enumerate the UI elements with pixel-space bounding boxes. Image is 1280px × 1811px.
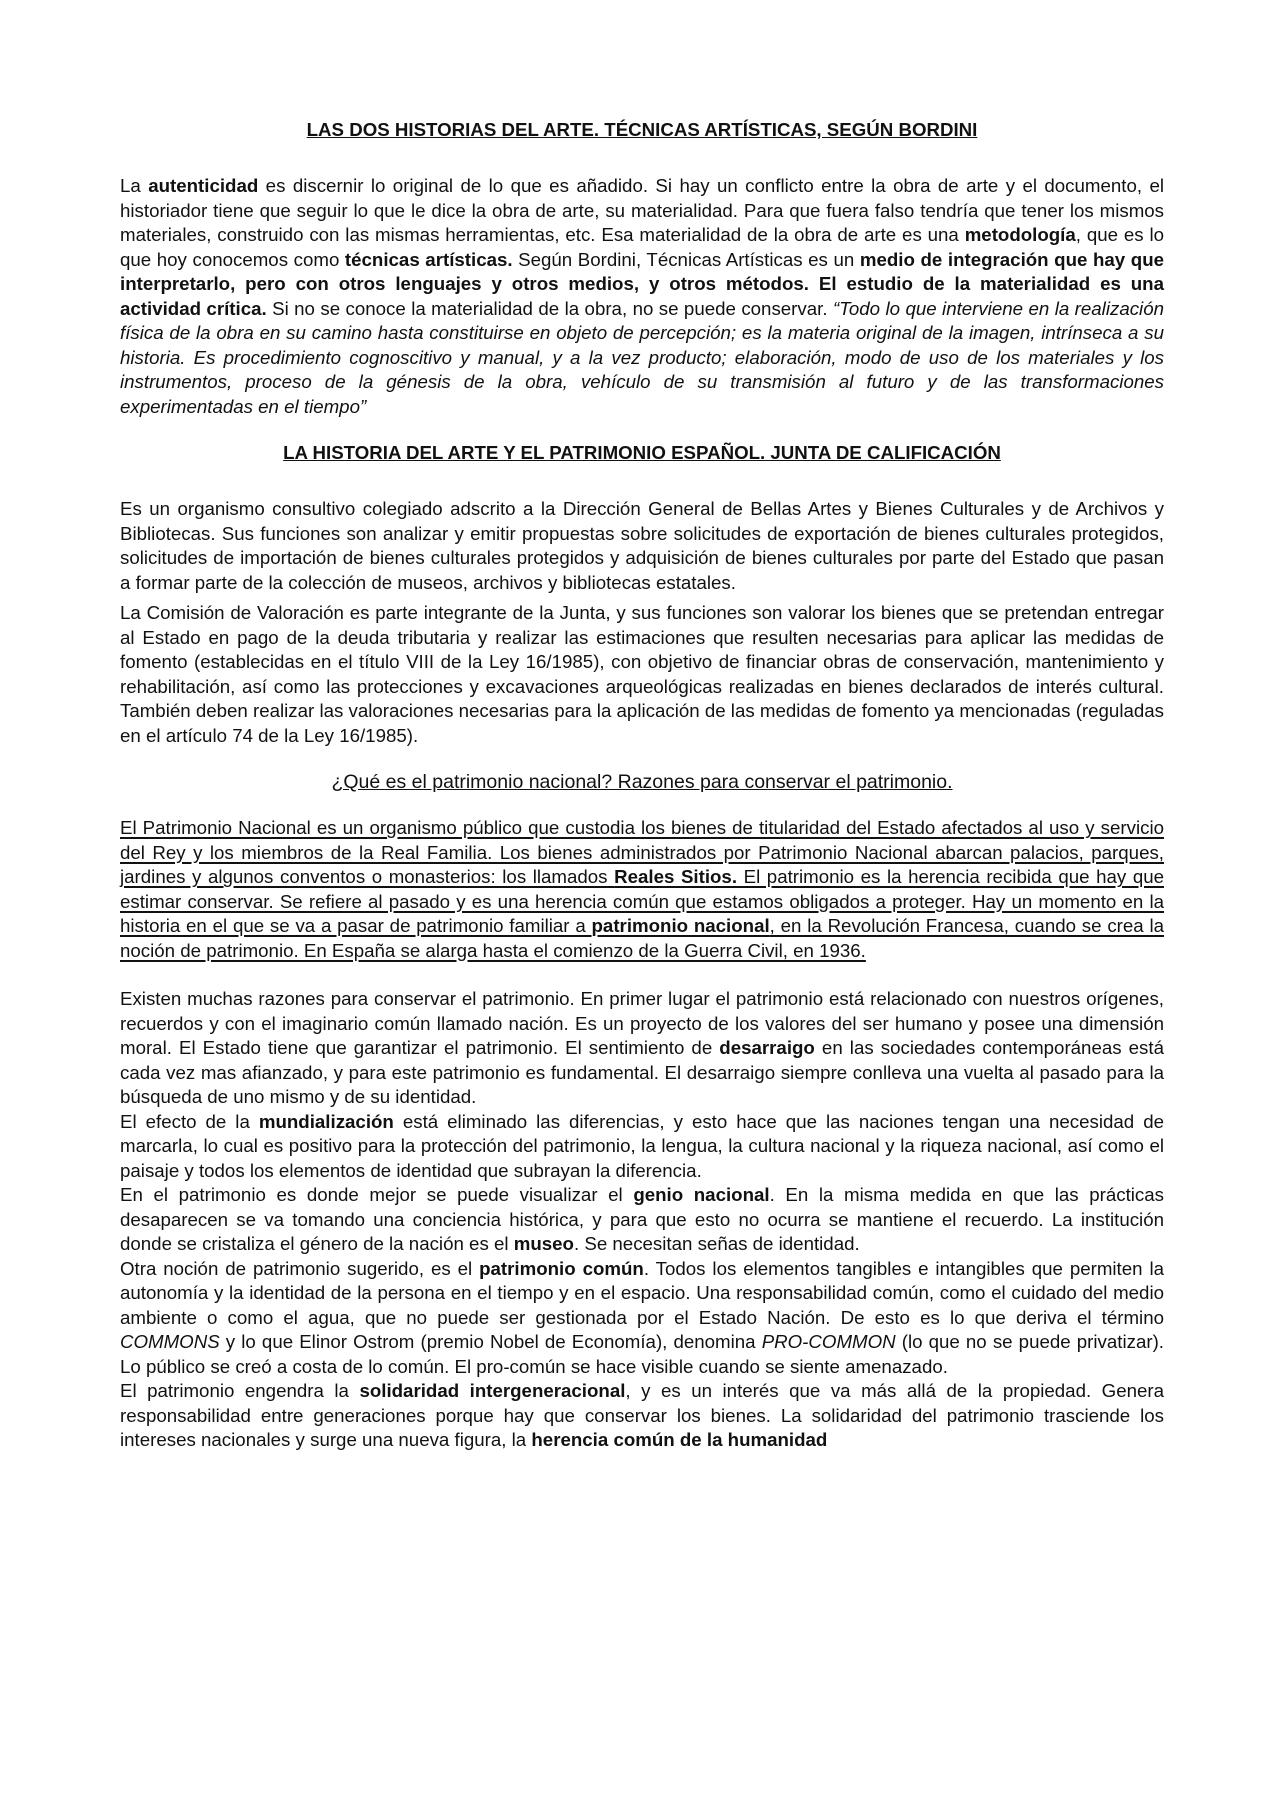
document-page (120, 118, 1164, 1453)
section-title-patrimonio-nacional: ¿Qué es el patrimonio nacional? Razones para conservar el patrimonio. (331, 771, 953, 793)
bold-text: patrimonio nacional (591, 915, 770, 936)
bold-text: medio de integración que hay que interpretarlo, pero con otros lenguajes y otros medios, y otros métodos. El estudio de la materialidad es una actividad crítica. (120, 248, 1165, 319)
text-run: El patrimonio es la herencia recibida que hay que estimar conservar. Se refiere al pasado y es una herencia común que estamos obligados a proteger. Hay un momento en la historia en el que se va a pasar de patrimonio familiar a (120, 866, 1164, 936)
text-run: El patrimonio engendra la (120, 1380, 360, 1401)
text-run: La (120, 175, 149, 196)
bold-text: patrimonio común (479, 1257, 644, 1279)
paragraph-autenticidad (120, 174, 1164, 419)
paragraph-razones (120, 987, 1164, 1110)
bold-text: solidaridad intergeneracional (359, 1380, 626, 1401)
bold-text: museo (513, 1233, 574, 1254)
text-run: La Comisión de Valoración es parte integrante de la Junta, y sus funciones son valorar los bienes que se pretendan entregar al Estado en pago de la deuda tributaria y realizar las estimaciones que resulten necesarias para aplicar las medidas de fomento (establecidas en el título VIII de la Ley 16/1985), con objetivo de financiar obras de conservación, mantenimiento y rehabilitación, así como las protecciones y excavaciones arqueológicas realizadas en bienes declarados de interés cultural. También deben realizar las valoraciones necesarias para la aplicación de las medidas de fomento ya mencionadas (reguladas en el artículo 74 de la Ley 16/1985). (120, 602, 1164, 746)
text-run: . En la misma medida en que las prácticas desaparecen se va tomando una conciencia histórica, y para que esto no ocurra se mantiene el recuerdo. La institución donde se cristaliza el género de la nación es el (120, 1184, 1164, 1254)
bold-text: herencia común de la humanidad (531, 1429, 828, 1450)
text-run: Según Bordini, Técnicas Artísticas es un (512, 248, 860, 270)
section-title-junta: LA HISTORIA DEL ARTE Y EL PATRIMONIO ESPAÑOL. JUNTA DE CALIFICACIÓN (283, 442, 1001, 463)
bold-text: desarraigo (719, 1037, 815, 1058)
text-run: . Todos los elementos tangibles e intangibles que permiten la autonomía y la identidad de la persona en el tiempo y en el espacio. Una responsabilidad común, como el cuidado del medio ambiente o como el agua, que no puede ser gestionada por el Estado Nación. De esto es lo que deriva el término (120, 1257, 1164, 1328)
paragraph-patrimonio-comun (120, 1257, 1164, 1380)
paragraph-junta-organismo (120, 497, 1164, 595)
text-run: , que es lo que hoy conocemos como (120, 224, 1164, 270)
text-run: , en la Revolución Francesa, cuando se crea la noción de patrimonio. En España se alarga hasta el comienzo de la Guerra Civil, en 1936. (120, 915, 1165, 961)
text-run: está eliminado las diferencias, y esto hace que las naciones tengan una necesidad de marcarla, lo cual es positivo para la protección del patrimonio, la lengua, la cultura nacional y la riqueza nacional, así como el paisaje y todos los elementos de identidad que subrayan la diferencia. (120, 1110, 1164, 1181)
bold-text: técnicas artísticas. (344, 248, 513, 270)
text-run: y lo que Elinor Ostrom (premio Nobel de Economía), denomina (219, 1331, 762, 1352)
italic-text: PRO-COMMON (761, 1331, 896, 1352)
paragraph-comision-valoracion (120, 601, 1164, 748)
bold-text: metodología (964, 224, 1076, 245)
text-run: , y es un interés que va más allá de la propiedad. Genera responsabilidad entre generaciones porque hay que conservar los bienes. La solidaridad del patrimonio trasciende los intereses nacionales y surge una nueva figura, la (120, 1380, 1164, 1450)
italic-text: COMMONS (120, 1331, 220, 1352)
text-run: en las sociedades contemporáneas está cada vez mas afianzado, y para este patrimonio es fundamental. El desarraigo siempre conlleva una vuelta al pasado para la búsqueda de uno mismo y de su identidad. (120, 1037, 1164, 1107)
bold-text: Reales Sitios. (614, 866, 738, 887)
paragraph-patrimonio-nacional (120, 816, 1164, 963)
text-run: En el patrimonio es donde mejor se puede visualizar el (120, 1184, 634, 1205)
paragraph-genio-nacional (120, 1183, 1164, 1257)
text-run: Si no se conoce la materialidad de la obra, no se puede conservar. (266, 297, 833, 319)
text-run: El Patrimonio Nacional es un organismo público que custodia los bienes de titularidad del Estado afectados al uso y servicio del Rey y los miembros de la Real Familia. Los bienes administrados por Patrimonio Nacional abarcan palacios, parques, jardines y algunos conventos o monasterios: los llamados (120, 817, 1164, 887)
bold-text: autenticidad (148, 175, 259, 196)
text-run: (lo que no se puede privatizar). Lo público se creó a costa de lo común. El pro-común se hace visible cuando se siente amenazado. (120, 1331, 1164, 1377)
text-run: es discernir lo original de lo que es añadido. Si hay un conflicto entre la obra de arte y el documento, el historiador tiene que seguir lo que le dice la obra de arte, su materialidad. Para que fuera falso tendría que tener los mismos materiales, construido con las mismas herramientas, etc. Esa materialidad de la obra de arte es una (120, 175, 1164, 245)
bold-text: mundialización (258, 1110, 394, 1132)
text-run: Otra noción de patrimonio sugerido, es el (120, 1257, 480, 1279)
section-title-bordini: LAS DOS HISTORIAS DEL ARTE. TÉCNICAS ARTÍSTICAS, SEGÚN BORDINI (306, 119, 978, 140)
text-run: . Se necesitan señas de identidad. (573, 1233, 860, 1254)
italic-text: “Todo lo que interviene en la realización física de la obra en su camino hasta constituirse en objeto de percepción; es la materia original de la imagen, intrínseca a su historia. Es procedimiento cognoscitivo y manual, y a la vez producto; elaboración, modo de uso de los materiales y los instrumentos, proceso de la génesis de la obra, vehículo de su transmisión al futuro y de las transformaciones experimentadas en el tiempo” (120, 297, 1164, 417)
bold-text: genio nacional (633, 1184, 770, 1205)
text-run: El efecto de la (120, 1110, 259, 1132)
paragraph-mundializacion (120, 1110, 1164, 1184)
paragraph-solidaridad (120, 1379, 1164, 1453)
text-run: Es un organismo consultivo colegiado adscrito a la Dirección General de Bellas Artes y Bienes Culturales y de Archivos y Bibliotecas. Sus funciones son analizar y emitir propuestas sobre solicitudes de exportación de bienes culturales protegidos, solicitudes de importación de bienes culturales protegidos y adquisición de bienes culturales por parte del Estado que pasan a formar parte de la colección de museos, archivos y bibliotecas estatales. (120, 498, 1164, 593)
text-run: Existen muchas razones para conservar el patrimonio. En primer lugar el patrimonio está relacionado con nuestros orígenes, recuerdos y con el imaginario común llamado nación. Es un proyecto de los valores del ser humano y posee una dimensión moral. El Estado tiene que garantizar el patrimonio. El sentimiento de (120, 988, 1164, 1058)
